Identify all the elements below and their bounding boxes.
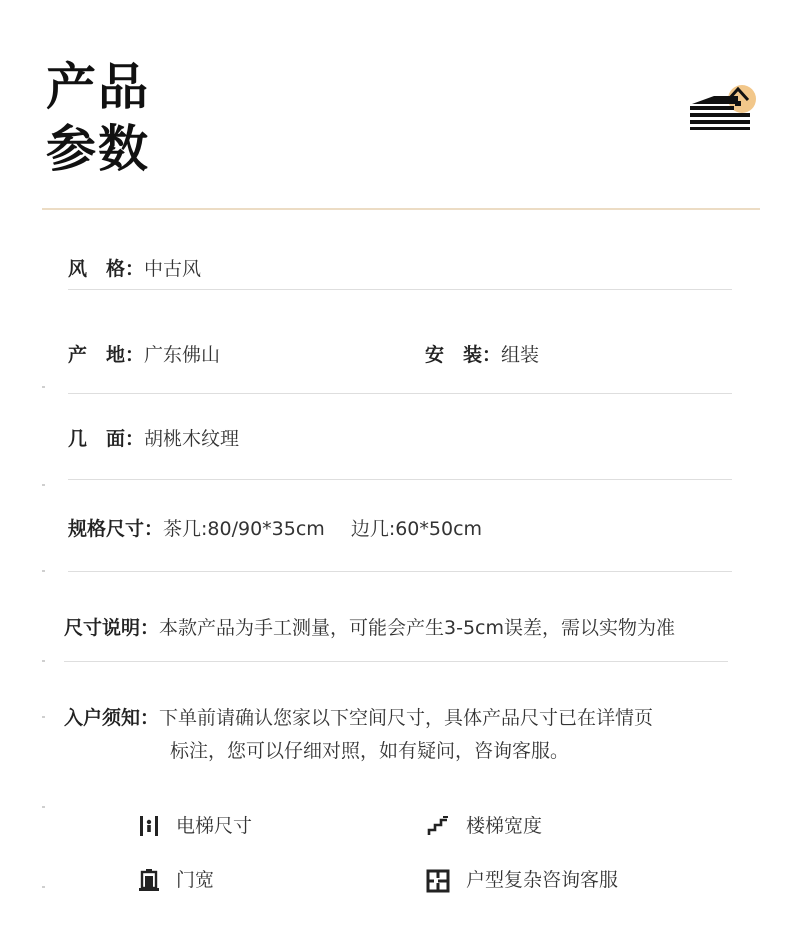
spec-value: 广东佛山 (144, 344, 221, 366)
spec-value: 胡桃木纹理 (144, 428, 240, 450)
spec-entry (64, 705, 653, 731)
row-divider (68, 479, 732, 480)
spec-value: 中古风 (144, 258, 202, 280)
edge-mark (42, 570, 45, 572)
spec-value: 组装 (501, 344, 540, 366)
elevator-icon (137, 814, 161, 838)
feature-door: 门宽 (176, 869, 215, 891)
spec-install (425, 342, 539, 368)
edge-mark (42, 806, 45, 808)
row-divider (68, 571, 732, 572)
spec-label: 规格尺寸： (68, 518, 164, 540)
spec-size (68, 516, 482, 542)
title-line-2: 参数 (46, 120, 150, 178)
spec-value: 茶几:80/90*35cm (163, 518, 325, 540)
row-divider (68, 289, 732, 290)
header-divider (42, 208, 760, 210)
spec-note (64, 615, 675, 641)
spec-value: 标注，您可以仔细对照，如有疑问，咨询客服。 (170, 740, 570, 762)
spec-origin (68, 342, 220, 368)
edge-mark (42, 716, 45, 718)
spec-style (68, 256, 201, 282)
spec-label: 安 装： (425, 344, 502, 366)
feature-layout: 户型复杂咨询客服 (466, 869, 619, 891)
spec-value: 边几:60*50cm (350, 518, 483, 540)
page-title (46, 56, 246, 180)
row-divider (64, 661, 728, 662)
feature-stairs: 楼梯宽度 (466, 815, 543, 837)
spec-label: 几 面： (68, 428, 145, 450)
spec-entry-line-2 (170, 738, 569, 764)
spec-surface (68, 426, 239, 452)
title-line-1: 产品 (46, 58, 150, 116)
spec-label: 尺寸说明： (64, 617, 160, 639)
spec-value: 本款产品为手工测量，可能会产生3-5cm误差，需以实物为准 (159, 617, 676, 639)
edge-mark (42, 484, 45, 486)
door-icon (137, 868, 161, 892)
row-divider (68, 393, 732, 394)
edge-mark (42, 660, 45, 662)
house-logo-icon (686, 82, 766, 136)
spec-label: 入户须知： (64, 707, 160, 729)
spec-label: 风 格： (68, 258, 145, 280)
spec-label: 产 地： (68, 344, 145, 366)
edge-mark (42, 886, 45, 888)
floorplan-icon (426, 869, 450, 893)
stairs-icon (426, 814, 450, 838)
edge-mark (42, 386, 45, 388)
spec-value: 下单前请确认您家以下空间尺寸，具体产品尺寸已在详情页 (159, 707, 654, 729)
feature-elevator: 电梯尺寸 (176, 815, 253, 837)
